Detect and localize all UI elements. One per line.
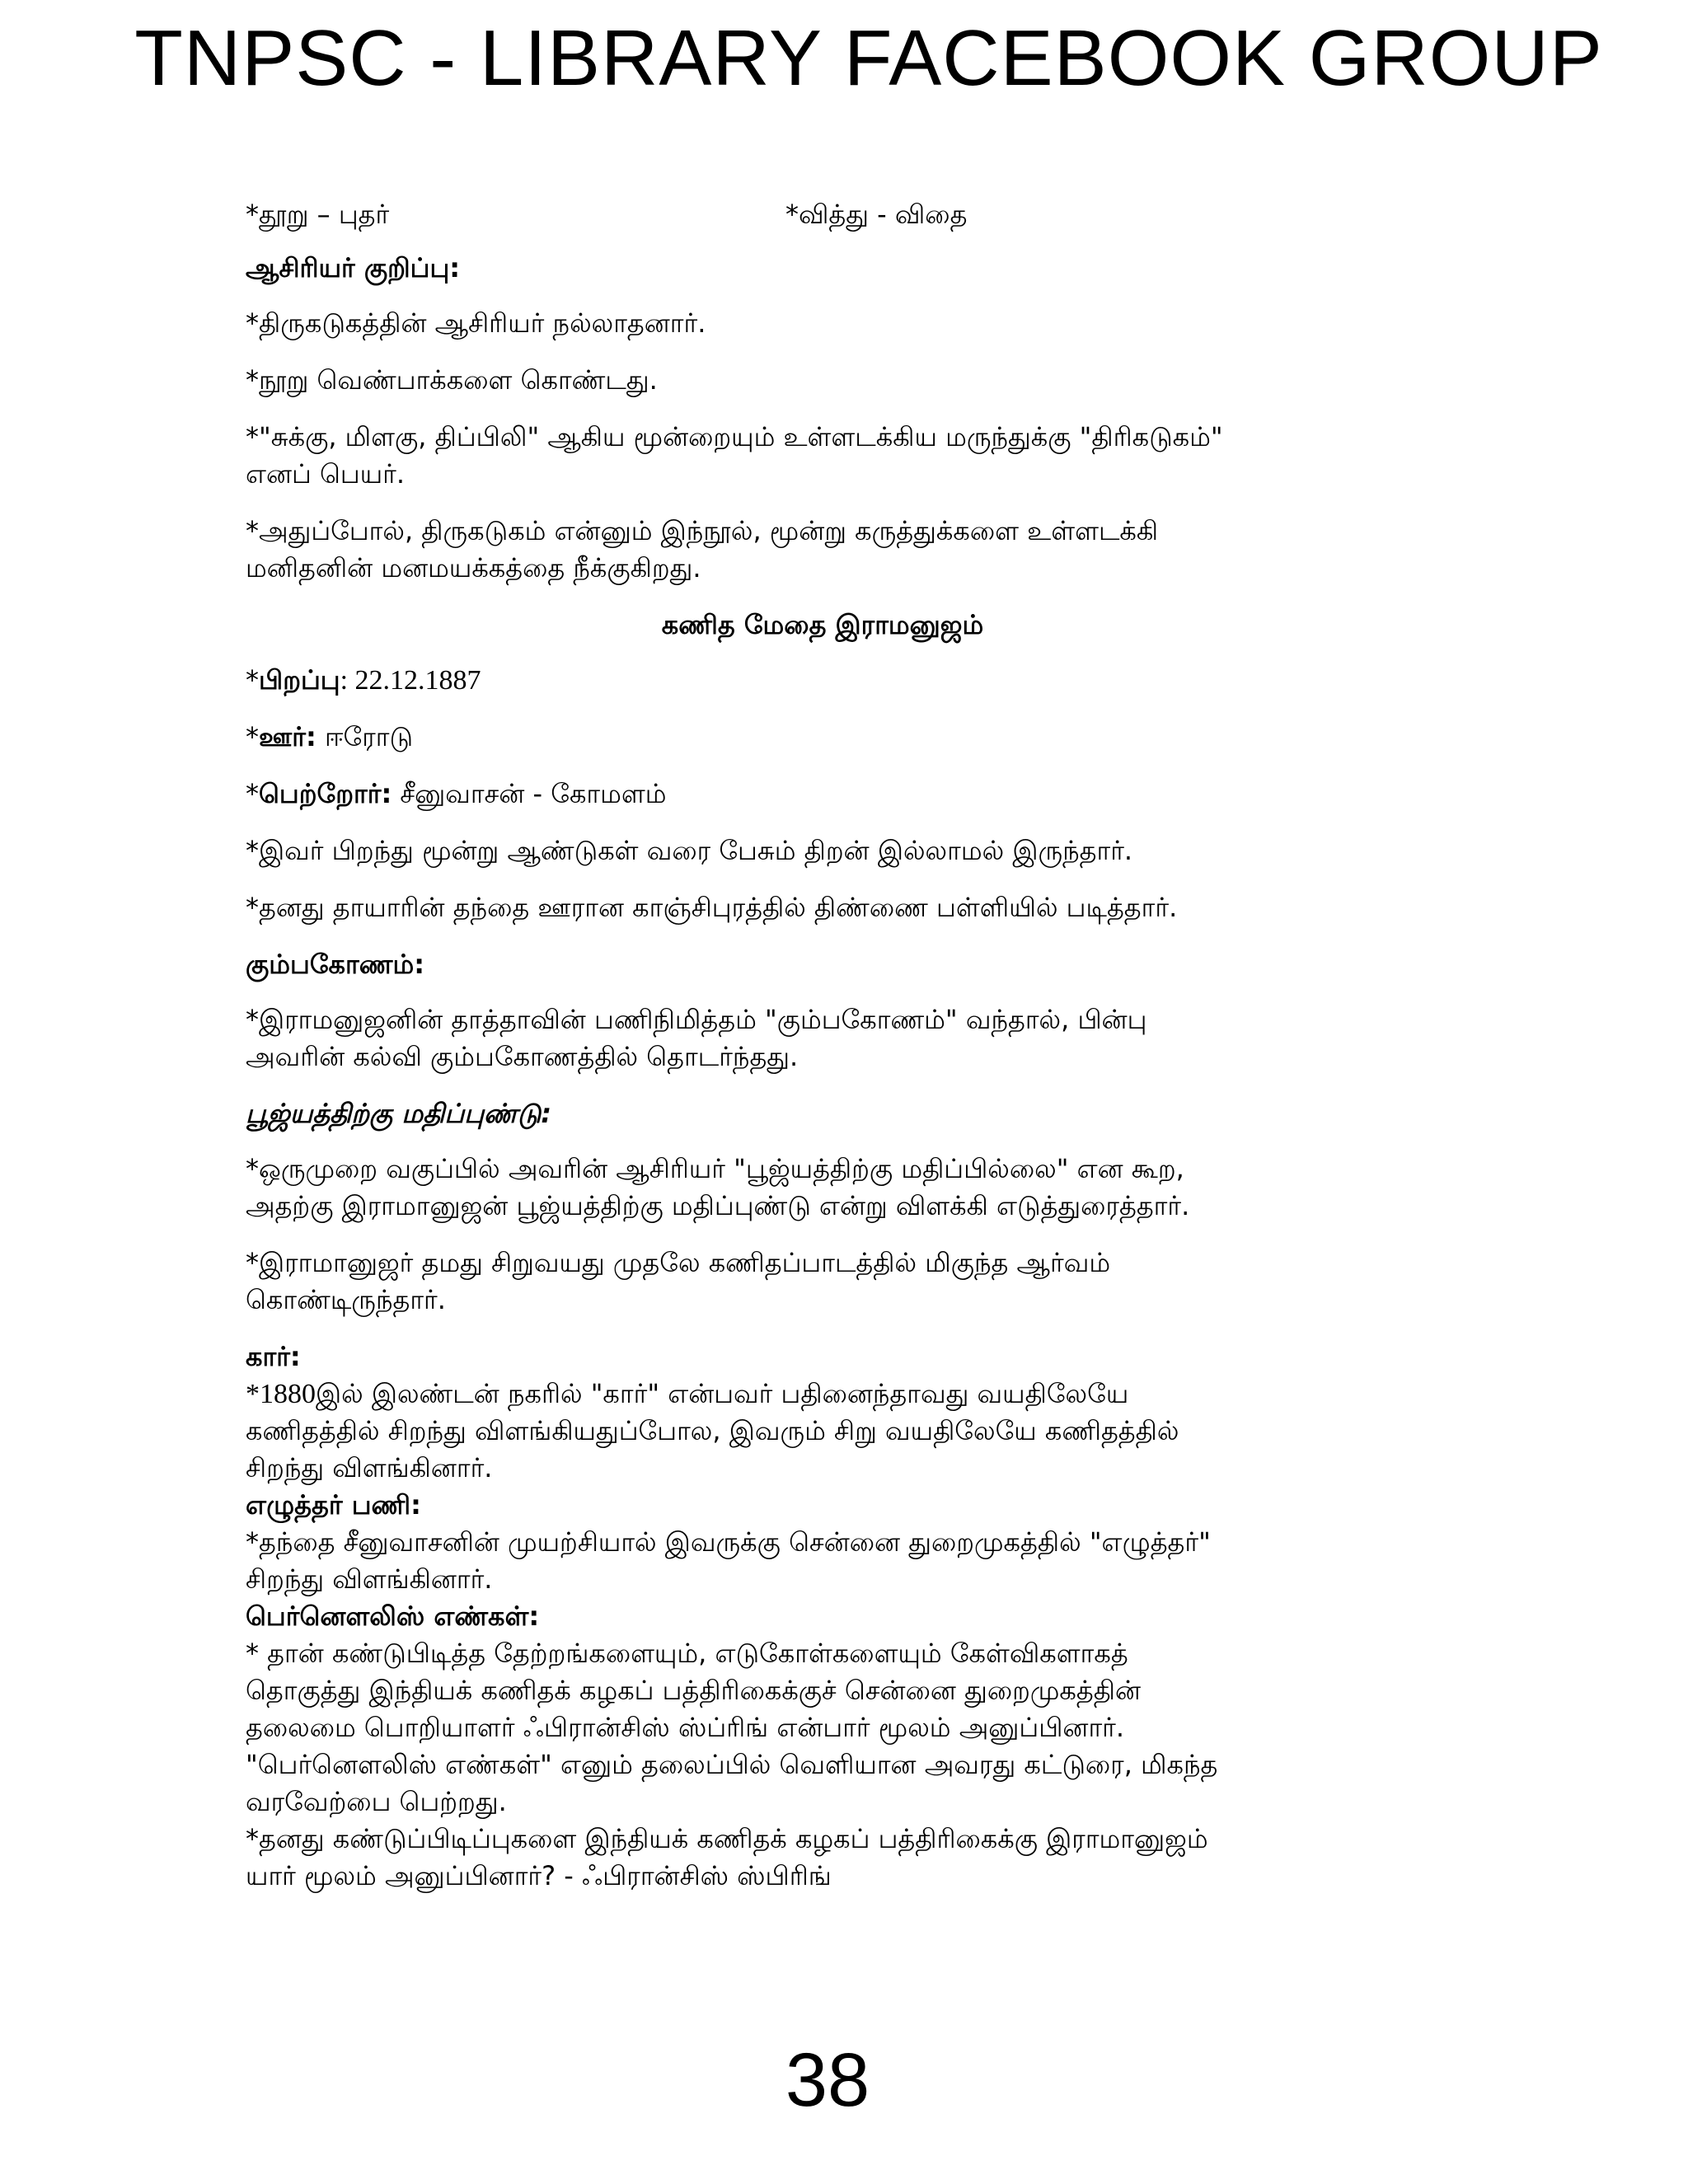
section-title-ramanujan: கணித மேதை இராமனுஜம்	[661, 609, 984, 640]
zero-value-p1-line2: அதற்கு இராமானுஜன் பூஜ்யத்திற்கு மதிப்புண்டு என்று விளக்கி எடுத்துரைத்தார்.	[246, 1190, 1190, 1221]
document-body	[246, 196, 1498, 1895]
zero-value-p1-line1: *ஒருமுறை வகுப்பில் அவரின் ஆசிரியர் "பூஜ்யத்திற்கு மதிப்பில்லை" என கூற,	[246, 1153, 1184, 1184]
bernoulli-line2: தொகுத்து இந்தியக் கணிதக் கழகப் பத்திரிகைக்குச் சென்னை துறைமுகத்தின்	[246, 1675, 1141, 1706]
kumbakonam-line1: *இராமனுஜனின் தாத்தாவின் பணிநிமித்தம் "கும்பகோணம்" வந்தால், பின்பு	[246, 1004, 1147, 1035]
author-note-p4	[246, 513, 1498, 587]
zero-value-paragraph1	[246, 1151, 1498, 1225]
bernoulli-line4: "பெர்னௌலிஸ் எண்கள்" எனும் தலைப்பில் வெளியான அவரது கட்டுரை, மிகந்த	[246, 1749, 1218, 1780]
word-meaning-thooru: *தூறு – புதர்	[246, 199, 390, 230]
page-header-title: TNPSC - LIBRARY FACEBOOK GROUP	[134, 14, 1603, 102]
author-note-p1: *திருகடுகத்தின் ஆசிரியர் நல்லாதனார்.	[246, 307, 706, 339]
author-note-heading: ஆசிரியர் குறிப்பு:	[246, 252, 461, 284]
birth-label: பிறப்பு	[259, 664, 340, 696]
town-label: ஊர்:	[259, 721, 316, 752]
author-note-p3	[246, 419, 1498, 493]
author-note-p2: *நூறு வெண்பாக்களை கொண்டது.	[246, 364, 658, 396]
zero-value-p2-line2: கொண்டிருந்தார்.	[246, 1284, 446, 1315]
author-note-p4-line1: *அதுப்போல், திருகடுகம் என்னும் இந்நூல், மூன்று கருத்துக்களை உள்ளடக்கி	[246, 515, 1159, 546]
clerk-line2: சிறந்து விளங்கினார்.	[246, 1563, 493, 1595]
bernoulli-line1: * தான் கண்டுபிடித்த தேற்றங்களையும், எடுகோள்களையும் கேள்விகளாகத்	[246, 1638, 1128, 1669]
clerk-heading: எழுத்தர் பணி:	[246, 1489, 421, 1521]
author-note-p3-line1: *"சுக்கு, மிளகு, திப்பிலி" ஆகிய மூன்றையும் உள்ளடக்கிய மருந்துக்கு "திரிகடுகம்"	[246, 421, 1223, 452]
school-paragraph: *தனது தாயாரின் தந்தை ஊரான காஞ்சிபுரத்தில் திண்ணை பள்ளியில் படித்தார்.	[246, 892, 1178, 923]
town-value: ஈரோடு	[316, 721, 414, 752]
speech-paragraph: *இவர் பிறந்து மூன்று ஆண்டுகள் வரை பேசும் திறன் இல்லாமல் இருந்தார்.	[246, 835, 1133, 866]
birth-line: *பிறப்பு: 22.12.1887	[246, 664, 481, 696]
kumbakonam-heading: கும்பகோணம்:	[246, 949, 424, 980]
zero-value-heading: பூஜ்யத்திற்கு மதிப்புண்டு:	[246, 1098, 552, 1129]
carr-line1	[246, 1376, 1498, 1413]
carr-line2: கணிதத்தில் சிறந்து விளங்கியதுப்போல, இவரும் சிறு வயதிலேயே கணிதத்தில்	[246, 1415, 1179, 1446]
parents-value: சீனுவாசன் - கோமளம்	[392, 778, 667, 809]
clerk-paragraph	[246, 1524, 1498, 1598]
author-note-p4-line2: மனிதனின் மனமயக்கத்தை நீக்குகிறது.	[246, 552, 701, 583]
word-meanings-row	[246, 196, 1498, 233]
kumbakonam-paragraph	[246, 1001, 1498, 1076]
birth-value: : 22.12.1887	[340, 665, 481, 696]
parents-line: *பெற்றோர்: சீனுவாசன் - கோமளம்	[246, 778, 667, 809]
parents-label: பெற்றோர்:	[259, 778, 392, 809]
author-note-p3-line2: எனப் பெயர்.	[246, 458, 406, 490]
zero-value-paragraph2	[246, 1244, 1498, 1319]
town-line: *ஊர்: ஈரோடு	[246, 721, 414, 752]
bernoulli-line3: தலைமை பொறியாளர் ஃபிரான்சிஸ் ஸ்ப்ரிங் என்பார் மூலம் அனுப்பினார்.	[246, 1712, 1125, 1743]
bernoulli-line5: வரவேற்பை பெற்றது.	[246, 1786, 507, 1817]
word-meaning-vithu: *வித்து - விதை	[785, 199, 968, 230]
bernoulli-line7: யார் மூலம் அனுப்பினார்? - ஃபிரான்சிஸ் ஸ்பிரிங்	[246, 1860, 832, 1891]
bernoulli-paragraph	[246, 1635, 1498, 1895]
carr-paragraph	[246, 1376, 1498, 1487]
carr-heading: கார்:	[246, 1341, 301, 1372]
bernoulli-line6: *தனது கண்டுப்பிடிப்புகளை இந்தியக் கணிதக் கழகப் பத்திரிகைக்கு இராமானுஜம்	[246, 1823, 1208, 1854]
clerk-line1: *தந்தை சீனுவாசனின் முயற்சியால் இவருக்கு சென்னை துறைமுகத்தில் "எழுத்தர்"	[246, 1526, 1211, 1558]
bernoulli-heading: பெர்னௌலிஸ் எண்கள்:	[246, 1601, 540, 1632]
carr-year: *1880	[246, 1379, 316, 1409]
carr-line3: சிறந்து விளங்கினார்.	[246, 1452, 493, 1483]
kumbakonam-line2: அவரின் கல்வி கும்பகோணத்தில் தொடர்ந்தது.	[246, 1041, 799, 1072]
carr-line1-text: இல் இலண்டன் நகரில் "கார்" என்பவர் பதினைந்தாவது வயதிலேயே	[316, 1378, 1129, 1409]
page-number: 38	[785, 2038, 870, 2122]
zero-value-p2-line1: *இராமானுஜர் தமது சிறுவயது முதலே கணிதப்பாடத்தில் மிகுந்த ஆர்வம்	[246, 1247, 1111, 1278]
